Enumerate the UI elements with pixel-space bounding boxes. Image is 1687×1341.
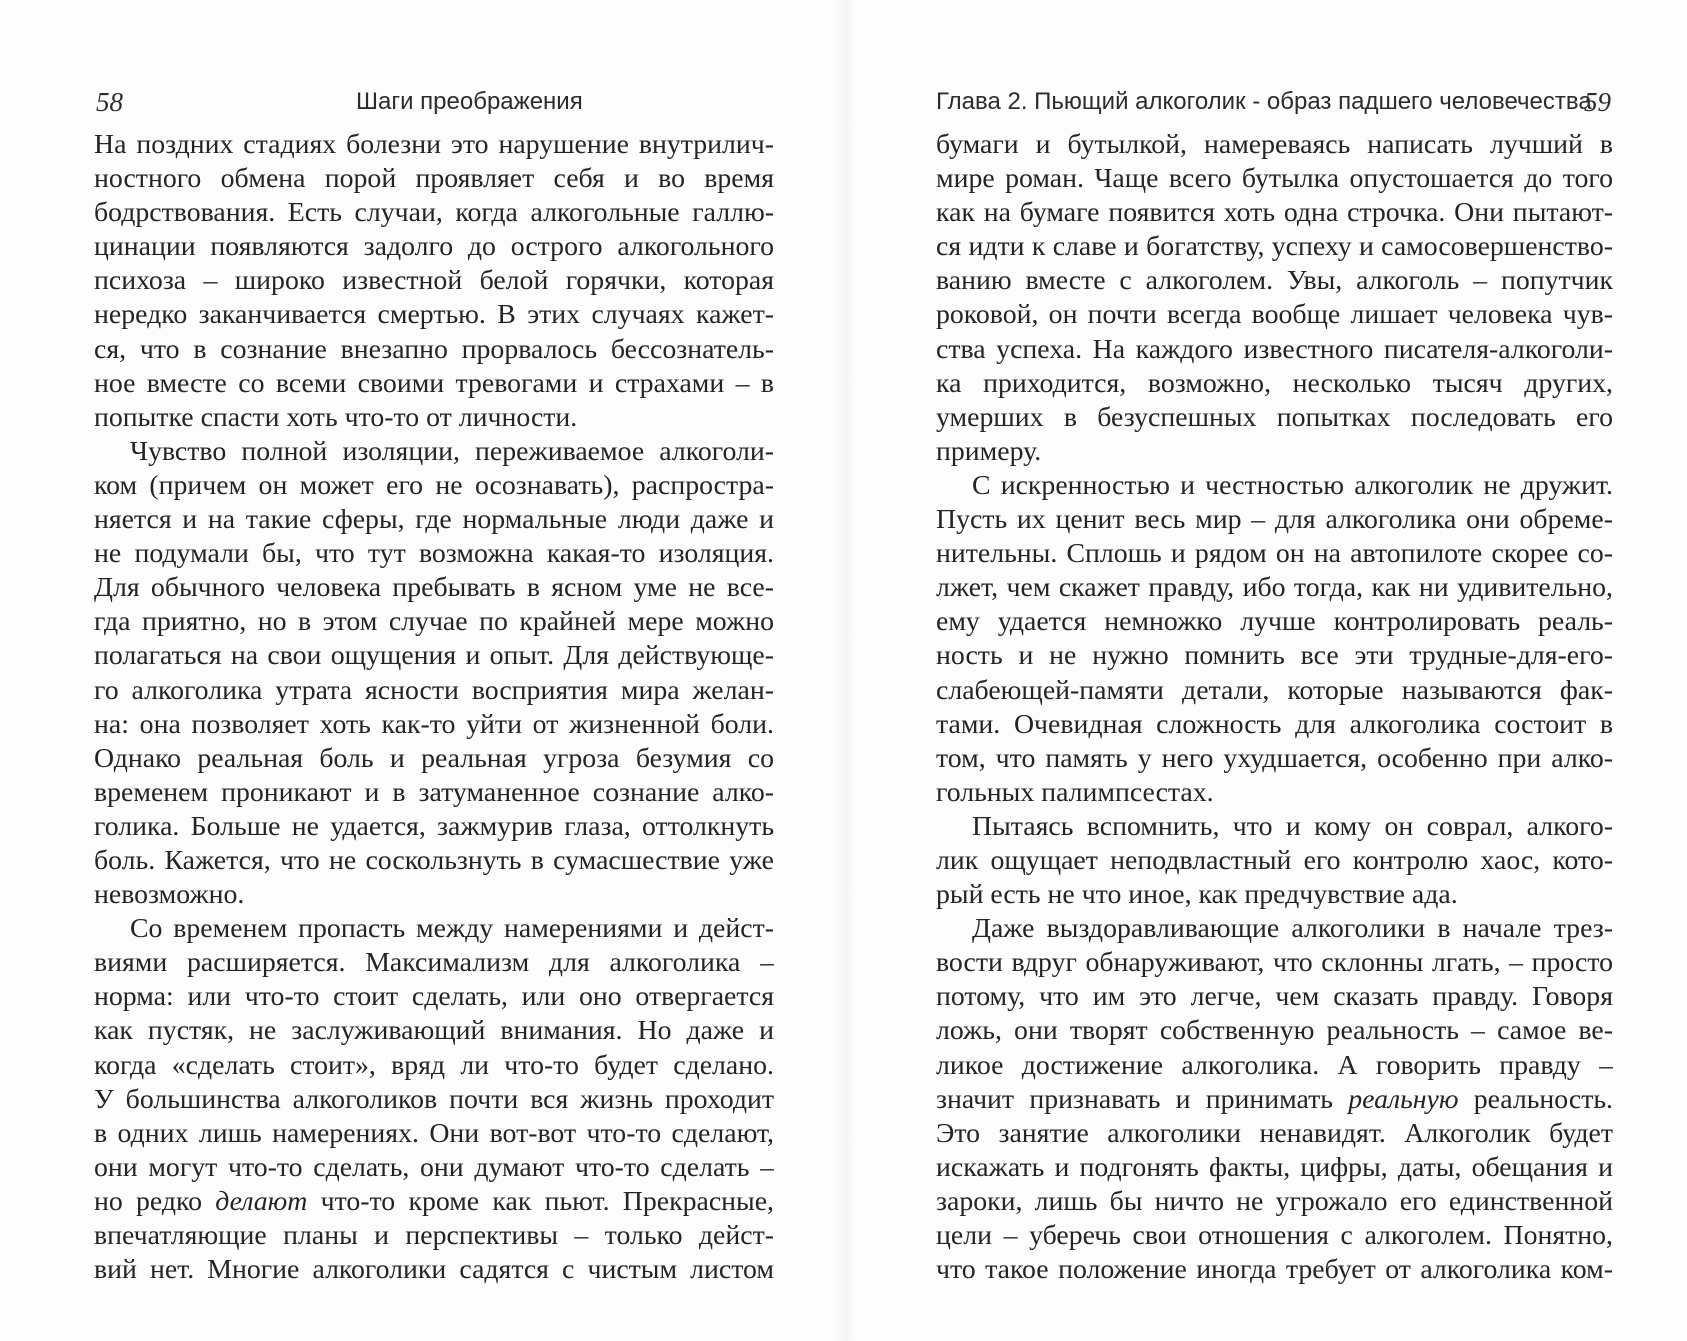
text-line: как пустяк, не заслуживающий внимания. Но даже и [94, 1015, 774, 1047]
text-line: ностного обмена порой проявляет себя и во время [94, 163, 774, 195]
text-line: С искренностью и честностью алкоголик не дружит. [972, 469, 1613, 501]
text-line: потому, что им это легче, чем сказать правду. Говоря [936, 981, 1613, 1013]
text-line: как на бумаге появится хоть одна строчка. Они пытают- [936, 197, 1613, 229]
page-body [94, 128, 774, 1287]
text-segment: значит признавать и принимать [936, 1083, 1349, 1115]
text-line: няется и на такие сферы, где нормальные люди даже и [94, 504, 774, 536]
text-line: Однако реальная боль и реальная угроза безумия со [94, 742, 774, 774]
text-line: вий нет. Многие алкоголики садятся с чистым листом [94, 1254, 774, 1286]
text-line: мире роман. Чаще всего бутылка опустошается до того [936, 163, 1613, 195]
text-line: вости вдруг обнаруживают, что склонны лгать, – просто [936, 947, 1613, 979]
text-line: ванию вместе с алкоголем. Увы, алкоголь – попутчик [936, 265, 1613, 297]
text-line [936, 1083, 1613, 1117]
text-line: на: она позволяет хоть как-то уйти от жизненной боли. [94, 708, 774, 740]
italic-emphasis: делают [215, 1185, 308, 1217]
text-line: нередко заканчивается смертью. В этих случаях кажет- [94, 299, 774, 331]
text-line: Чувство полной изоляции, переживаемое алкоголи- [130, 435, 774, 467]
text-line: Пытаясь вспомнить, что и кому он соврал, алкого- [972, 810, 1613, 842]
running-head: Глава 2. Пьющий алкоголик - образ падшего человечества [936, 88, 1592, 115]
text-line: лик ощущает неподвластный его контролю хаос, кото- [936, 844, 1613, 876]
text-line: слабеющей-памяти детали, которые называются фак- [936, 674, 1613, 706]
text-line: примеру. [936, 435, 1042, 467]
text-line: ность и не нужно помнить все эти трудные-для-его- [936, 640, 1613, 672]
text-line: зароки, лишь бы ничто не угрожало его единственной [936, 1185, 1613, 1217]
text-line: ликое достижение алкоголика. А говорить правду – [936, 1049, 1613, 1081]
text-line: полагаться на свои ощущения и опыт. Для действующе- [94, 640, 774, 672]
page-number: 59 [1584, 87, 1611, 117]
text-line: На поздних стадиях болезни это нарушение внутрилич- [94, 129, 774, 160]
text-line: го алкоголика утрата ясности восприятия мира желан- [94, 674, 774, 706]
text-line: нительны. Сплошь и рядом он на автопилоте скорее со- [936, 538, 1613, 570]
text-line: Пусть их ценит весь мир – для алкоголика они обреме- [936, 504, 1613, 536]
text-line: ложь, они творят собственную реальность – самое ве- [936, 1015, 1613, 1047]
text-line: лжет, чем скажет правду, ибо тогда, как ни удивительно, [936, 572, 1613, 604]
text-line: ком (причем он может его не осознавать), распростра- [94, 469, 774, 501]
text-line: ся, что в сознание внезапно прорвалось бессознатель- [94, 333, 774, 365]
text-line: тами. Очевидная сложность для алкоголика состоит в [936, 708, 1613, 740]
text-line: впечатляющие планы и перспективы – только дейст- [94, 1220, 774, 1251]
text-line: бодрствования. Есть случаи, когда алкогольные галлю- [94, 197, 774, 229]
text-line: психоза – широко известной белой горячки, которая [94, 265, 774, 297]
text-line: гда приятно, но в этом случае по крайней мере можно [94, 606, 774, 638]
text-line: временем проникают и в затуманенное сознание алко- [94, 776, 774, 808]
text-line: роковой, он почти всегда вообще лишает человека чув- [936, 299, 1613, 331]
text-line: не подумали бы, что тут возможна какая-то изоляция. [94, 538, 774, 570]
text-line [94, 1185, 774, 1219]
text-line: цели – уберечь свои отношения с алкоголем. Понятно, [936, 1220, 1613, 1251]
left-page [0, 0, 835, 1341]
text-line: цинации появляются задолго до острого алкогольного [94, 231, 774, 263]
text-line: они могут что-то сделать, они думают что-то сделать – [94, 1151, 774, 1183]
text-line: голика. Больше не удается, зажмурив глаза, оттолкнуть [94, 810, 774, 842]
text-line: гольных палимпсестах. [936, 776, 1214, 808]
text-line: Для обычного человека пребывать в ясном уме не все- [94, 572, 774, 604]
text-line: том, что память у него ухудшается, особенно при алко- [936, 742, 1613, 774]
text-line: виями расширяется. Максимализм для алкоголика – [94, 947, 774, 979]
text-line: Даже выздоравливающие алкоголики в начале трез- [972, 913, 1613, 945]
text-segment: что-то кроме как пьют. Прекрасные, [307, 1185, 774, 1217]
text-line: умерших в безуспешных попытках последовать его [936, 401, 1613, 433]
text-line: искажать и подгонять факты, цифры, даты, обещания и [936, 1151, 1613, 1183]
text-segment: но редко [94, 1185, 216, 1217]
running-head: Шаги преображения [356, 88, 583, 115]
text-line: норма: или что-то стоит сделать, или оно отвергается [94, 981, 774, 1013]
text-line: Это занятие алкоголики ненавидят. Алкоголик будет [936, 1117, 1613, 1149]
text-line: У большинства алкоголиков почти вся жизнь проходит [94, 1083, 774, 1115]
text-line: когда «сделать стоит», вряд ли что-то будет сделано. [94, 1049, 774, 1081]
text-line: Со временем пропасть между намерениями и дейст- [130, 913, 774, 945]
italic-emphasis: реальную [1348, 1083, 1459, 1115]
text-line: боль. Кажется, что не соскользнуть в сумасшествие уже [94, 844, 774, 876]
text-line: ства успеха. На каждого известного писателя-алкоголи- [936, 333, 1613, 365]
text-line: ка приходится, возможно, несколько тысяч других, [936, 367, 1613, 399]
page-body [936, 128, 1613, 1287]
text-line: ся идти к славе и богатству, успеху и самосовершенство- [936, 231, 1613, 263]
text-line: в одних лишь намерениях. Они вот-вот что-то сделают, [94, 1117, 774, 1149]
text-line: попытке спасти хоть что-то от личности. [94, 401, 578, 433]
book-gutter [835, 0, 857, 1341]
page-number: 58 [96, 87, 123, 117]
text-line: рый есть не что иное, как предчувствие ада. [936, 879, 1458, 911]
text-line: ему удается немножко лучше контролировать реаль- [936, 606, 1613, 638]
text-line: ное вместе со всеми своими тревогами и страхами – в [94, 367, 774, 399]
text-line: невозможно. [94, 879, 245, 911]
right-page [857, 0, 1687, 1341]
text-line: бумаги и бутылкой, намереваясь написать лучший в [936, 129, 1613, 160]
text-line: что такое положение иногда требует от алкоголика ком- [936, 1254, 1613, 1286]
text-segment: реальность. [1458, 1083, 1613, 1115]
